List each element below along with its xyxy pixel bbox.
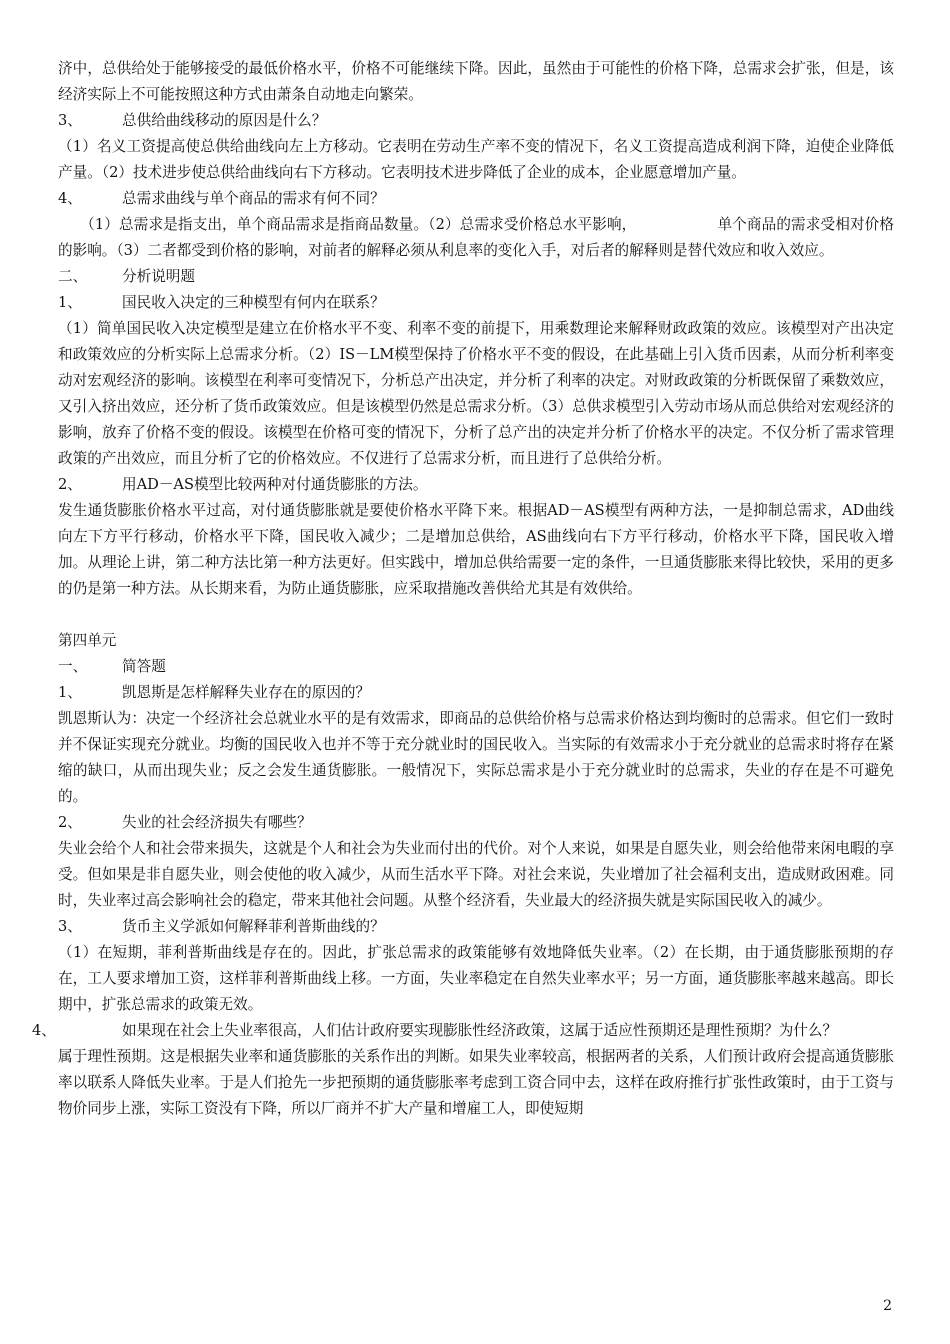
question-text: 国民收入决定的三种模型有何内在联系？ xyxy=(122,294,385,311)
answer-3: （1）在短期，菲利普斯曲线是存在的。因此，扩张总需求的政策能够有效地降低失业率。（2）在长期，由于通货膨胀预期的存在，工人要求增加工资，这样菲利普斯曲线上移。一方面，失业率稳定在自然失业率水平；另一方面，通货膨胀率越来越高。即长期中，扩张总需求的政策无效。 xyxy=(58,944,894,1013)
blank-line xyxy=(58,602,894,628)
question-3 xyxy=(58,108,894,134)
question-number: 3、 xyxy=(58,112,82,129)
question-text: 失业的社会经济损失有哪些？ xyxy=(122,814,312,831)
question-1 xyxy=(58,290,894,316)
question-text: 用AD－AS模型比较两种对付通货膨胀的方法。 xyxy=(122,476,428,493)
question-2 xyxy=(58,810,894,836)
answer-2: 发生通货膨胀价格水平过高，对付通货膨胀就是要使价格水平降下来。根据AD－AS模型有两种方法，一是抑制总需求，AD曲线向左下方平行移动，价格水平下降，国民收入减少；二是增加总供给，AS曲线向右下方平行移动，价格水平下降，国民收入增加。从理论上讲，第二种方法比第一种方法更好。但实践中，增加总供给需要一定的条件，一旦通货膨胀来得比较快，采用的更多的仍是第一种方法。从长期来看，为防止通货膨胀，应采取措施改善供给尤其是有效供给。 xyxy=(58,502,894,597)
question-number: 4、 xyxy=(58,190,82,207)
answer-3: （1）名义工资提高使总供给曲线向左上方移动。它表明在劳动生产率不变的情况下，名义工资提高造成利润下降，迫使企业降低产量。（2）技术进步使总供给曲线向右下方移动。它表明技术进步降低了企业的成本，企业愿意增加产量。 xyxy=(58,138,894,181)
paragraph-continuation: 济中，总供给处于能够接受的最低价格水平，价格不可能继续下降。因此，虽然由于可能性的价格下降，总需求会扩张，但是，该经济实际上不可能按照这种方式由萧条自动地走向繁荣。 xyxy=(58,60,894,103)
question-2 xyxy=(58,472,894,498)
document-page xyxy=(32,56,894,1122)
question-4 xyxy=(32,1018,894,1044)
question-text: 总需求曲线与单个商品的需求有何不同？ xyxy=(122,190,385,207)
section-number: 一、 xyxy=(58,658,88,675)
question-text: 货币主义学派如何解释菲利普斯曲线的？ xyxy=(122,918,385,935)
question-text: 如果现在社会上失业率很高，人们估计政府要实现膨胀性经济政策，这属于适应性预期还是理性预期？为什么？ xyxy=(122,1022,838,1039)
section-heading-short-answer xyxy=(58,654,894,680)
question-number: 1、 xyxy=(58,294,82,311)
question-1 xyxy=(58,680,894,706)
question-4 xyxy=(58,186,894,212)
question-number: 2、 xyxy=(58,814,82,831)
question-text: 总供给曲线移动的原因是什么？ xyxy=(122,112,327,129)
section-title: 分析说明题 xyxy=(122,268,195,285)
question-3 xyxy=(58,914,894,940)
section-number: 二、 xyxy=(58,268,88,285)
answer-2: 失业会给个人和社会带来损失，这就是个人和社会为失业而付出的代价。对个人来说，如果是自愿失业，则会给他带来闲电暇的享受。但如果是非自愿失业，则会使他的收入减少，从而生活水平下降。对社会来说，失业增加了社会福利支出，造成财政困难。同时，失业率过高会影响社会的稳定，带来其他社会问题。从整个经济看，失业最大的经济损失就是实际国民收入的减少。 xyxy=(58,840,894,909)
page-number: 2 xyxy=(883,1298,892,1314)
section-title: 简答题 xyxy=(122,658,166,675)
section-heading-analysis xyxy=(58,264,894,290)
answer-4: 属于理性预期。这是根据失业率和通货膨胀的关系作出的判断。如果失业率较高，根据两者的关系，人们预计政府会提高通货膨胀率以联系人降低失业率。于是人们抢先一步把预期的通货膨胀率考虑到工资合同中去，这样在政府推行扩张性政策时，由于工资与物价同步上涨，实际工资没有下降，所以厂商并不扩大产量和增雇工人，即使短期 xyxy=(58,1048,894,1117)
answer-1: 凯恩斯认为：决定一个经济社会总就业水平的是有效需求，即商品的总供给价格与总需求价格达到均衡时的总需求。但它们一致时并不保证实现充分就业。均衡的国民收入也并不等于充分就业时的国民收入。当实际的有效需求小于充分就业的总需求时将存在紧缩的缺口，从而出现失业；反之会发生通货膨胀。一般情况下，实际总需求是小于充分就业时的总需求，失业的存在是不可避免的。 xyxy=(58,710,894,805)
question-number: 4、 xyxy=(32,1022,56,1039)
answer-1: （1）简单国民收入决定模型是建立在价格水平不变、利率不变的前提下，用乘数理论来解释财政政策的效应。该模型对产出决定和政策效应的分析实际上总需求分析。（2）IS－LM模型保持了价格水平不变的假设，在此基础上引入货币因素，从而分析利率变动对宏观经济的影响。该模型在利率可变情况下，分析总产出决定，并分析了利率的决定。对财政政策的分析既保留了乘数效应，又引入挤出效应，还分析了货币政策效应。但是该模型仍然是总需求分析。（3）总供求模型引入劳动市场从而总供给对宏观经济的影响，放弃了价格不变的假设。该模型在价格可变的情况下，分析了总产出的决定并分析了价格水平的决定。不仅分析了需求管理政策的产出效应，而且分析了它的价格效应。不仅进行了总需求分析，而且进行了总供给分析。 xyxy=(58,320,894,467)
unit-heading: 第四单元 xyxy=(58,632,117,649)
question-number: 1、 xyxy=(58,684,82,701)
question-number: 2、 xyxy=(58,476,82,493)
answer-4: （1）总需求是指支出，单个商品需求是指商品数量。（2）总需求受价格总水平影响， 单个商品的需求受相对价格的影响。（3）二者都受到价格的影响，对前者的解释必须从利息率的变化入手，对后者的解释则是替代效应和收入效应。 xyxy=(58,216,894,259)
question-number: 3、 xyxy=(58,918,82,935)
question-text: 凯恩斯是怎样解释失业存在的原因的？ xyxy=(122,684,371,701)
